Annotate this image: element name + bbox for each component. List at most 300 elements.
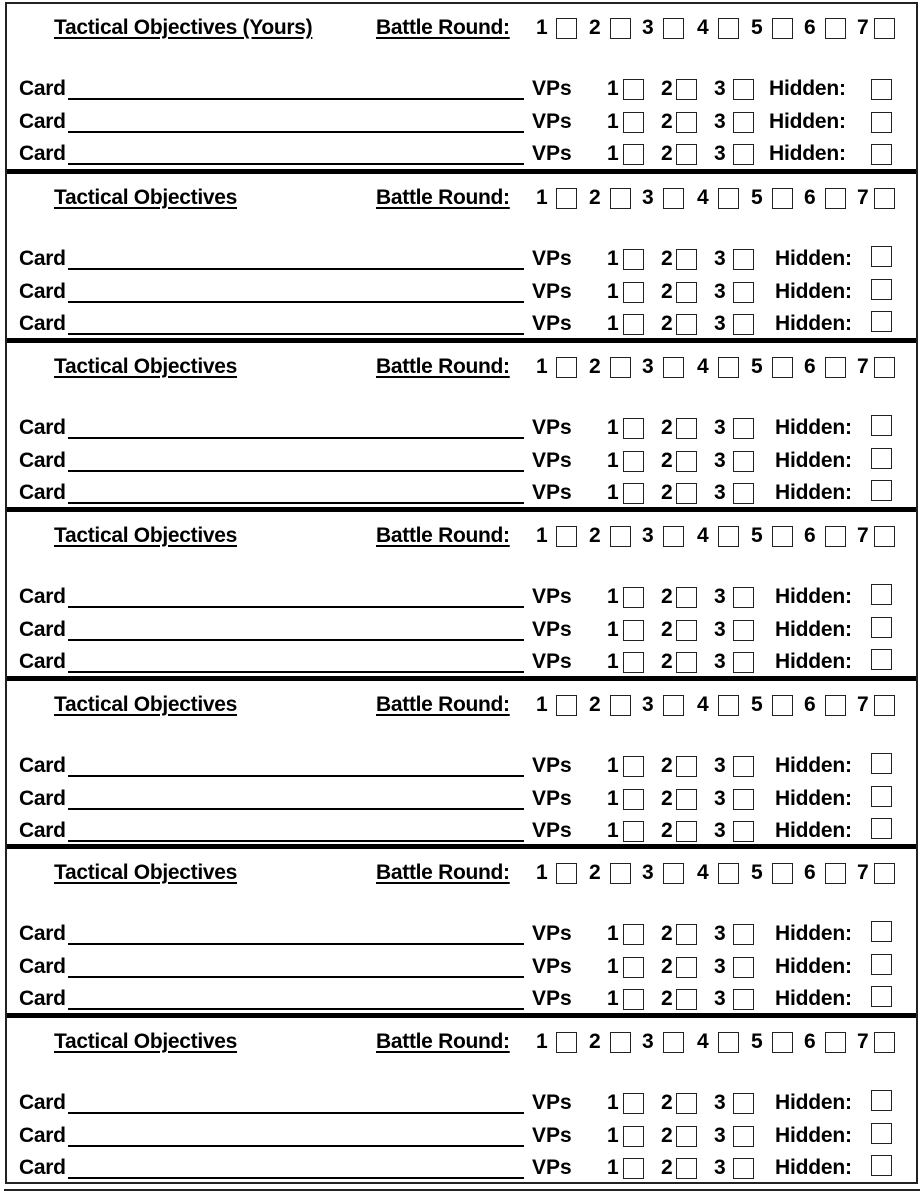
objective-section bbox=[7, 343, 916, 512]
vp-checkbox[interactable] bbox=[623, 756, 644, 777]
battle-round-checkbox[interactable] bbox=[663, 863, 684, 884]
battle-round-checkbox[interactable] bbox=[556, 188, 577, 209]
section-title: Tactical Objectives (Yours) bbox=[54, 16, 313, 39]
vp-checkbox[interactable] bbox=[623, 451, 644, 472]
vp-checkbox[interactable] bbox=[733, 451, 754, 472]
bottom-border-line bbox=[4, 1189, 920, 1191]
vp-checkbox[interactable] bbox=[676, 989, 697, 1010]
hidden-label: Hidden: bbox=[775, 312, 852, 335]
battle-round-number: 3 bbox=[642, 16, 654, 39]
vp-number: 2 bbox=[661, 312, 673, 335]
vp-checkbox[interactable] bbox=[676, 1126, 697, 1147]
vp-number: 3 bbox=[714, 1091, 726, 1114]
vp-checkbox[interactable] bbox=[733, 79, 754, 100]
card-row bbox=[7, 141, 916, 171]
vp-number: 2 bbox=[661, 280, 673, 303]
battle-round-checkbox[interactable] bbox=[772, 695, 793, 716]
vp-number: 2 bbox=[661, 922, 673, 945]
battle-round-number: 2 bbox=[589, 693, 601, 716]
battle-round-checkbox[interactable] bbox=[610, 1032, 631, 1053]
vp-checkbox[interactable] bbox=[676, 79, 697, 100]
vp-number: 1 bbox=[607, 819, 619, 842]
card-name-field[interactable] bbox=[68, 808, 524, 810]
vp-checkbox[interactable] bbox=[676, 112, 697, 133]
battle-round-checkbox[interactable] bbox=[772, 863, 793, 884]
battle-round-number: 3 bbox=[642, 524, 654, 547]
vp-checkbox[interactable] bbox=[676, 924, 697, 945]
vp-checkbox[interactable] bbox=[733, 587, 754, 608]
hidden-label: Hidden: bbox=[775, 754, 852, 777]
vp-number: 2 bbox=[661, 449, 673, 472]
hidden-label: Hidden: bbox=[775, 1156, 852, 1179]
hidden-checkbox[interactable] bbox=[871, 415, 892, 436]
vp-number: 1 bbox=[607, 987, 619, 1010]
vp-number: 1 bbox=[607, 787, 619, 810]
vp-checkbox[interactable] bbox=[676, 587, 697, 608]
objective-section bbox=[7, 1018, 916, 1187]
battle-round-label: Battle Round: bbox=[376, 355, 510, 378]
battle-round-checkbox[interactable] bbox=[825, 18, 846, 39]
vp-number: 2 bbox=[661, 787, 673, 810]
vp-checkbox[interactable] bbox=[733, 789, 754, 810]
vp-number: 1 bbox=[607, 754, 619, 777]
battle-round-checkbox[interactable] bbox=[663, 357, 684, 378]
vp-checkbox[interactable] bbox=[623, 957, 644, 978]
vp-number: 2 bbox=[661, 416, 673, 439]
vp-number: 3 bbox=[714, 110, 726, 133]
section-divider bbox=[7, 169, 916, 174]
hidden-checkbox[interactable] bbox=[871, 79, 892, 100]
battle-round-number: 5 bbox=[751, 693, 763, 716]
vps-label: VPs bbox=[532, 819, 572, 842]
battle-round-number: 2 bbox=[589, 524, 601, 547]
card-row bbox=[7, 753, 916, 783]
vps-label: VPs bbox=[532, 110, 572, 133]
hidden-label: Hidden: bbox=[775, 987, 852, 1010]
card-label: Card bbox=[19, 754, 66, 777]
vp-number: 3 bbox=[714, 650, 726, 673]
battle-round-number: 6 bbox=[804, 186, 816, 209]
hidden-checkbox[interactable] bbox=[871, 954, 892, 975]
hidden-checkbox[interactable] bbox=[871, 480, 892, 501]
card-row bbox=[7, 1090, 916, 1120]
vp-checkbox[interactable] bbox=[733, 418, 754, 439]
battle-round-checkbox[interactable] bbox=[718, 357, 739, 378]
card-name-field[interactable] bbox=[68, 1177, 524, 1179]
vps-label: VPs bbox=[532, 312, 572, 335]
card-label: Card bbox=[19, 247, 66, 270]
card-row bbox=[7, 448, 916, 478]
vp-number: 1 bbox=[607, 955, 619, 978]
hidden-checkbox[interactable] bbox=[871, 786, 892, 807]
card-name-field[interactable] bbox=[68, 840, 524, 842]
battle-round-number: 4 bbox=[697, 524, 709, 547]
vp-checkbox[interactable] bbox=[623, 418, 644, 439]
battle-round-number: 3 bbox=[642, 1030, 654, 1053]
battle-round-checkbox[interactable] bbox=[610, 695, 631, 716]
vp-checkbox[interactable] bbox=[676, 1158, 697, 1179]
vp-checkbox[interactable] bbox=[676, 314, 697, 335]
vp-checkbox[interactable] bbox=[676, 451, 697, 472]
battle-round-checkbox[interactable] bbox=[874, 357, 895, 378]
vp-number: 3 bbox=[714, 142, 726, 165]
battle-round-number: 5 bbox=[751, 355, 763, 378]
hidden-label: Hidden: bbox=[775, 585, 852, 608]
battle-round-label: Battle Round: bbox=[376, 861, 510, 884]
battle-round-checkbox[interactable] bbox=[718, 1032, 739, 1053]
vp-number: 2 bbox=[661, 481, 673, 504]
battle-round-checkbox[interactable] bbox=[556, 695, 577, 716]
card-name-field[interactable] bbox=[68, 301, 524, 303]
card-name-field[interactable] bbox=[68, 775, 524, 777]
vp-number: 2 bbox=[661, 618, 673, 641]
card-name-field[interactable] bbox=[68, 437, 524, 439]
battle-round-checkbox[interactable] bbox=[874, 18, 895, 39]
vp-number: 2 bbox=[661, 1156, 673, 1179]
battle-round-checkbox[interactable] bbox=[772, 18, 793, 39]
vp-checkbox[interactable] bbox=[733, 483, 754, 504]
card-row bbox=[7, 311, 916, 341]
battle-round-checkbox[interactable] bbox=[874, 863, 895, 884]
vp-number: 3 bbox=[714, 922, 726, 945]
battle-round-checkbox[interactable] bbox=[556, 18, 577, 39]
vp-checkbox[interactable] bbox=[733, 652, 754, 673]
vp-checkbox[interactable] bbox=[676, 249, 697, 270]
battle-round-number: 7 bbox=[857, 186, 869, 209]
battle-round-number: 3 bbox=[642, 861, 654, 884]
card-label: Card bbox=[19, 142, 66, 165]
battle-round-label: Battle Round: bbox=[376, 186, 510, 209]
section-divider bbox=[7, 507, 916, 512]
vp-checkbox[interactable] bbox=[623, 789, 644, 810]
battle-round-checkbox[interactable] bbox=[663, 188, 684, 209]
hidden-checkbox[interactable] bbox=[871, 246, 892, 267]
vp-checkbox[interactable] bbox=[623, 282, 644, 303]
vp-number: 3 bbox=[714, 987, 726, 1010]
card-name-field[interactable] bbox=[68, 943, 524, 945]
battle-round-number: 2 bbox=[589, 186, 601, 209]
card-label: Card bbox=[19, 280, 66, 303]
vp-checkbox[interactable] bbox=[676, 144, 697, 165]
vp-checkbox[interactable] bbox=[623, 249, 644, 270]
objective-section bbox=[7, 681, 916, 850]
card-name-field[interactable] bbox=[68, 671, 524, 673]
battle-round-checkbox[interactable] bbox=[825, 1032, 846, 1053]
vp-number: 2 bbox=[661, 650, 673, 673]
vp-checkbox[interactable] bbox=[733, 821, 754, 842]
battle-round-checkbox[interactable] bbox=[772, 526, 793, 547]
vp-checkbox[interactable] bbox=[623, 314, 644, 335]
section-title: Tactical Objectives bbox=[54, 524, 238, 547]
battle-round-number: 1 bbox=[536, 186, 548, 209]
section-divider bbox=[7, 676, 916, 681]
vp-checkbox[interactable] bbox=[733, 989, 754, 1010]
vp-checkbox[interactable] bbox=[733, 957, 754, 978]
card-label: Card bbox=[19, 585, 66, 608]
battle-round-checkbox[interactable] bbox=[556, 1032, 577, 1053]
vps-label: VPs bbox=[532, 955, 572, 978]
battle-round-checkbox[interactable] bbox=[874, 1032, 895, 1053]
battle-round-checkbox[interactable] bbox=[663, 695, 684, 716]
vp-checkbox[interactable] bbox=[733, 1126, 754, 1147]
hidden-checkbox[interactable] bbox=[871, 753, 892, 774]
battle-round-checkbox[interactable] bbox=[718, 695, 739, 716]
hidden-label: Hidden: bbox=[775, 416, 852, 439]
battle-round-checkbox[interactable] bbox=[718, 18, 739, 39]
vps-label: VPs bbox=[532, 618, 572, 641]
hidden-label: Hidden: bbox=[775, 922, 852, 945]
hidden-checkbox[interactable] bbox=[871, 617, 892, 638]
card-label: Card bbox=[19, 1124, 66, 1147]
card-row bbox=[7, 986, 916, 1016]
vp-checkbox[interactable] bbox=[733, 1158, 754, 1179]
vp-checkbox[interactable] bbox=[623, 1093, 644, 1114]
vp-number: 2 bbox=[661, 142, 673, 165]
card-row bbox=[7, 617, 916, 647]
vp-checkbox[interactable] bbox=[733, 314, 754, 335]
battle-round-checkbox[interactable] bbox=[610, 357, 631, 378]
battle-round-number: 1 bbox=[536, 16, 548, 39]
vp-checkbox[interactable] bbox=[733, 924, 754, 945]
battle-round-checkbox[interactable] bbox=[610, 18, 631, 39]
battle-round-checkbox[interactable] bbox=[874, 526, 895, 547]
vp-checkbox[interactable] bbox=[676, 652, 697, 673]
vp-checkbox[interactable] bbox=[733, 112, 754, 133]
battle-round-number: 4 bbox=[697, 186, 709, 209]
section-divider bbox=[7, 844, 916, 849]
card-name-field[interactable] bbox=[68, 1145, 524, 1147]
battle-round-checkbox[interactable] bbox=[610, 863, 631, 884]
vp-number: 1 bbox=[607, 416, 619, 439]
battle-round-checkbox[interactable] bbox=[825, 188, 846, 209]
vp-checkbox[interactable] bbox=[676, 957, 697, 978]
battle-round-checkbox[interactable] bbox=[556, 863, 577, 884]
hidden-label: Hidden: bbox=[775, 1091, 852, 1114]
vp-checkbox[interactable] bbox=[623, 924, 644, 945]
vp-number: 1 bbox=[607, 481, 619, 504]
battle-round-number: 7 bbox=[857, 524, 869, 547]
vps-label: VPs bbox=[532, 416, 572, 439]
vp-checkbox[interactable] bbox=[676, 821, 697, 842]
hidden-checkbox[interactable] bbox=[871, 1090, 892, 1111]
battle-round-number: 4 bbox=[697, 355, 709, 378]
hidden-label: Hidden: bbox=[775, 247, 852, 270]
card-row bbox=[7, 480, 916, 510]
card-label: Card bbox=[19, 955, 66, 978]
vp-number: 2 bbox=[661, 754, 673, 777]
battle-round-checkbox[interactable] bbox=[610, 526, 631, 547]
hidden-checkbox[interactable] bbox=[871, 584, 892, 605]
vps-label: VPs bbox=[532, 142, 572, 165]
vp-number: 3 bbox=[714, 312, 726, 335]
vp-checkbox[interactable] bbox=[623, 1158, 644, 1179]
card-name-field[interactable] bbox=[68, 502, 524, 504]
hidden-label: Hidden: bbox=[775, 787, 852, 810]
hidden-checkbox[interactable] bbox=[871, 1123, 892, 1144]
vp-number: 3 bbox=[714, 819, 726, 842]
battle-round-checkbox[interactable] bbox=[825, 695, 846, 716]
battle-round-number: 5 bbox=[751, 861, 763, 884]
battle-round-checkbox[interactable] bbox=[663, 526, 684, 547]
battle-round-number: 4 bbox=[697, 693, 709, 716]
vp-number: 1 bbox=[607, 1124, 619, 1147]
hidden-checkbox[interactable] bbox=[871, 986, 892, 1007]
vp-checkbox[interactable] bbox=[733, 144, 754, 165]
card-label: Card bbox=[19, 987, 66, 1010]
hidden-label: Hidden: bbox=[775, 481, 852, 504]
card-name-field[interactable] bbox=[68, 639, 524, 641]
vp-checkbox[interactable] bbox=[676, 418, 697, 439]
battle-round-number: 3 bbox=[642, 355, 654, 378]
hidden-label: Hidden: bbox=[775, 449, 852, 472]
card-label: Card bbox=[19, 787, 66, 810]
vp-number: 3 bbox=[714, 787, 726, 810]
card-label: Card bbox=[19, 110, 66, 133]
vp-number: 1 bbox=[607, 585, 619, 608]
vp-checkbox[interactable] bbox=[676, 1093, 697, 1114]
vp-checkbox[interactable] bbox=[623, 652, 644, 673]
battle-round-number: 5 bbox=[751, 16, 763, 39]
hidden-label: Hidden: bbox=[775, 618, 852, 641]
vp-checkbox[interactable] bbox=[733, 620, 754, 641]
card-name-field[interactable] bbox=[68, 131, 524, 133]
battle-round-number: 5 bbox=[751, 186, 763, 209]
vp-checkbox[interactable] bbox=[676, 483, 697, 504]
card-row bbox=[7, 1123, 916, 1153]
vp-checkbox[interactable] bbox=[676, 282, 697, 303]
battle-round-checkbox[interactable] bbox=[874, 695, 895, 716]
battle-round-checkbox[interactable] bbox=[772, 357, 793, 378]
vps-label: VPs bbox=[532, 1091, 572, 1114]
card-label: Card bbox=[19, 650, 66, 673]
objective-section bbox=[7, 849, 916, 1018]
battle-round-number: 7 bbox=[857, 16, 869, 39]
battle-round-number: 1 bbox=[536, 1030, 548, 1053]
vp-checkbox[interactable] bbox=[623, 483, 644, 504]
card-name-field[interactable] bbox=[68, 606, 524, 608]
hidden-label: Hidden: bbox=[775, 819, 852, 842]
battle-round-checkbox[interactable] bbox=[663, 18, 684, 39]
vp-checkbox[interactable] bbox=[733, 282, 754, 303]
battle-round-checkbox[interactable] bbox=[718, 188, 739, 209]
card-label: Card bbox=[19, 77, 66, 100]
battle-round-checkbox[interactable] bbox=[718, 526, 739, 547]
battle-round-checkbox[interactable] bbox=[772, 188, 793, 209]
battle-round-number: 2 bbox=[589, 16, 601, 39]
vp-checkbox[interactable] bbox=[623, 1126, 644, 1147]
vp-checkbox[interactable] bbox=[623, 144, 644, 165]
hidden-checkbox[interactable] bbox=[871, 112, 892, 133]
card-name-field[interactable] bbox=[68, 976, 524, 978]
battle-round-label: Battle Round: bbox=[376, 524, 510, 547]
card-name-field[interactable] bbox=[68, 1008, 524, 1010]
card-row bbox=[7, 76, 916, 106]
card-name-field[interactable] bbox=[68, 470, 524, 472]
vp-checkbox[interactable] bbox=[676, 620, 697, 641]
battle-round-checkbox[interactable] bbox=[874, 188, 895, 209]
vp-checkbox[interactable] bbox=[623, 821, 644, 842]
vp-checkbox[interactable] bbox=[623, 587, 644, 608]
card-row bbox=[7, 109, 916, 139]
section-divider bbox=[7, 1013, 916, 1018]
hidden-checkbox[interactable] bbox=[871, 144, 892, 165]
hidden-checkbox[interactable] bbox=[871, 921, 892, 942]
section-title: Tactical Objectives bbox=[54, 1030, 238, 1053]
vp-number: 2 bbox=[661, 987, 673, 1010]
battle-round-number: 7 bbox=[857, 355, 869, 378]
hidden-checkbox[interactable] bbox=[871, 649, 892, 670]
battle-round-number: 1 bbox=[536, 355, 548, 378]
card-name-field[interactable] bbox=[68, 268, 524, 270]
vp-checkbox[interactable] bbox=[733, 249, 754, 270]
vps-label: VPs bbox=[532, 987, 572, 1010]
vp-number: 1 bbox=[607, 77, 619, 100]
battle-round-checkbox[interactable] bbox=[718, 863, 739, 884]
battle-round-number: 7 bbox=[857, 1030, 869, 1053]
battle-round-number: 3 bbox=[642, 186, 654, 209]
vps-label: VPs bbox=[532, 787, 572, 810]
vp-checkbox[interactable] bbox=[623, 989, 644, 1010]
battle-round-number: 6 bbox=[804, 1030, 816, 1053]
battle-round-checkbox[interactable] bbox=[825, 526, 846, 547]
card-label: Card bbox=[19, 618, 66, 641]
vp-checkbox[interactable] bbox=[623, 79, 644, 100]
vp-number: 3 bbox=[714, 955, 726, 978]
vp-checkbox[interactable] bbox=[676, 756, 697, 777]
battle-round-checkbox[interactable] bbox=[610, 188, 631, 209]
vp-number: 3 bbox=[714, 754, 726, 777]
battle-round-checkbox[interactable] bbox=[825, 863, 846, 884]
battle-round-checkbox[interactable] bbox=[663, 1032, 684, 1053]
hidden-checkbox[interactable] bbox=[871, 311, 892, 332]
section-title: Tactical Objectives bbox=[54, 861, 238, 884]
section-title: Tactical Objectives bbox=[54, 355, 238, 378]
vp-number: 3 bbox=[714, 1156, 726, 1179]
vps-label: VPs bbox=[532, 1124, 572, 1147]
hidden-checkbox[interactable] bbox=[871, 279, 892, 300]
hidden-checkbox[interactable] bbox=[871, 1155, 892, 1176]
hidden-checkbox[interactable] bbox=[871, 448, 892, 469]
objective-section bbox=[7, 512, 916, 681]
battle-round-number: 6 bbox=[804, 693, 816, 716]
battle-round-label: Battle Round: bbox=[376, 693, 510, 716]
battle-round-checkbox[interactable] bbox=[772, 1032, 793, 1053]
card-label: Card bbox=[19, 1091, 66, 1114]
battle-round-checkbox[interactable] bbox=[825, 357, 846, 378]
vp-checkbox[interactable] bbox=[623, 112, 644, 133]
vps-label: VPs bbox=[532, 77, 572, 100]
vp-number: 2 bbox=[661, 247, 673, 270]
battle-round-checkbox[interactable] bbox=[556, 357, 577, 378]
card-name-field[interactable] bbox=[68, 98, 524, 100]
vp-checkbox[interactable] bbox=[733, 1093, 754, 1114]
battle-round-number: 7 bbox=[857, 693, 869, 716]
vp-number: 2 bbox=[661, 955, 673, 978]
vps-label: VPs bbox=[532, 280, 572, 303]
battle-round-number: 2 bbox=[589, 1030, 601, 1053]
hidden-checkbox[interactable] bbox=[871, 818, 892, 839]
battle-round-number: 6 bbox=[804, 861, 816, 884]
card-name-field[interactable] bbox=[68, 333, 524, 335]
objective-section bbox=[7, 174, 916, 343]
card-name-field[interactable] bbox=[68, 1112, 524, 1114]
vp-checkbox[interactable] bbox=[733, 756, 754, 777]
tactical-objectives-sheet bbox=[5, 2, 918, 1184]
vp-checkbox[interactable] bbox=[676, 789, 697, 810]
battle-round-checkbox[interactable] bbox=[556, 526, 577, 547]
vp-checkbox[interactable] bbox=[623, 620, 644, 641]
card-name-field[interactable] bbox=[68, 163, 524, 165]
